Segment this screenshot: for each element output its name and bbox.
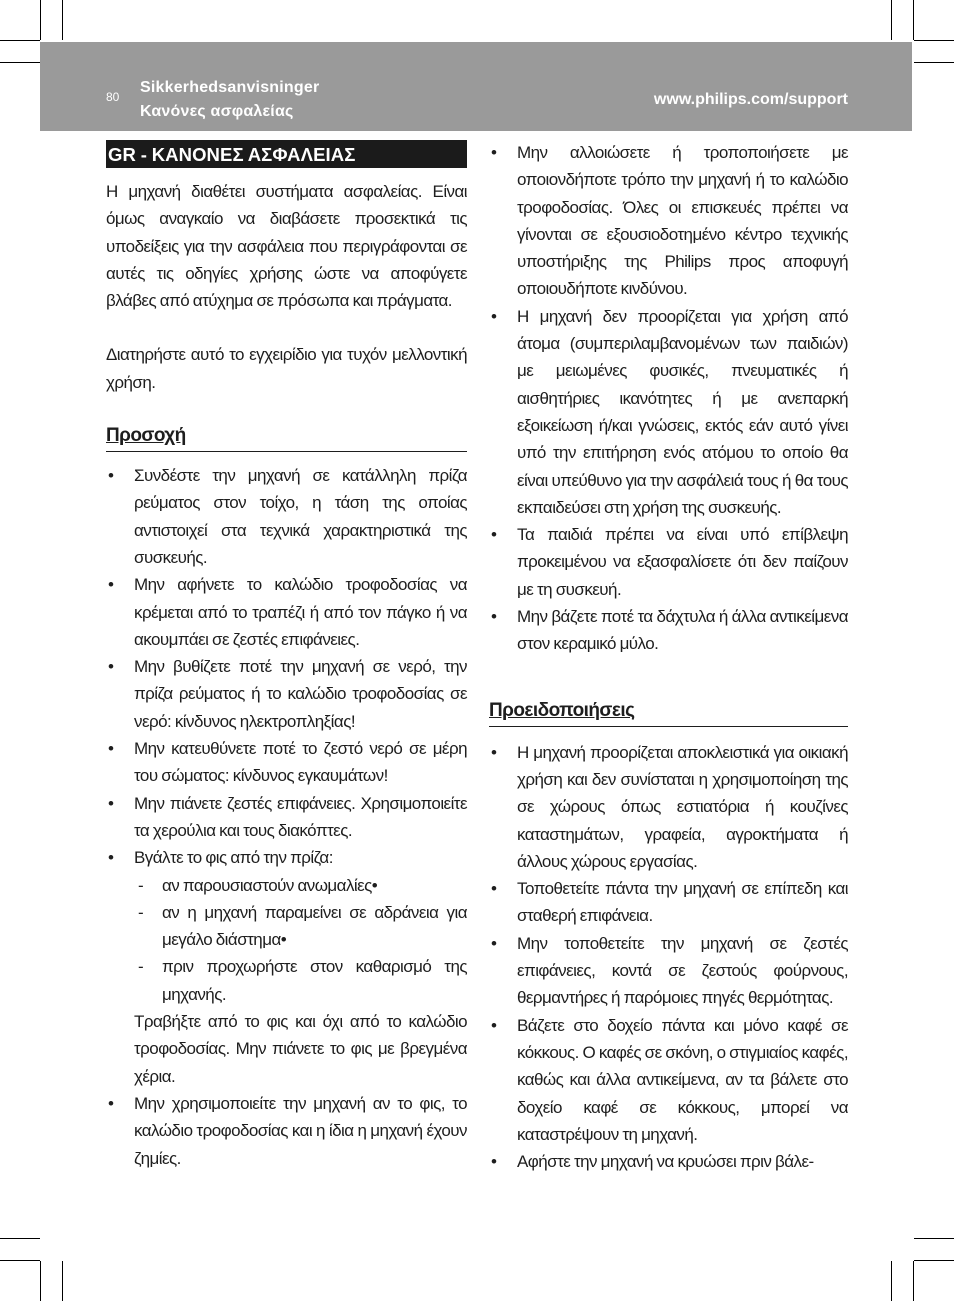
caution-list-continued: [489, 139, 848, 658]
warnings-list: [489, 739, 848, 1176]
warnings-heading: Προειδοποιήσεις: [489, 698, 848, 727]
crop-mark: [914, 40, 954, 41]
crop-mark: [62, 1261, 63, 1301]
list-item: • Μην πιάνετε ζεστές επιφάνειες. Χρησιμοποιείτε τα χερούλια και τους διακόπτες.: [106, 790, 467, 845]
list-item: • Μην κατευθύνετε ποτέ το ζεστό νερό σε μέρη του σώματος: κίνδυνος εγκαυμάτων!: [106, 735, 467, 790]
crop-mark: [40, 0, 41, 40]
right-column: [489, 139, 848, 1175]
crop-mark: [913, 1261, 914, 1301]
unplug-lead: Βγάλτε το φις από την πρίζα:: [134, 848, 333, 868]
unplug-note: Τραβήξτε από το φις και όχι από το καλώδιο τροφοδοσίας. Μην πιάνετε το φις με βρεγμένα χέρια.: [134, 1012, 467, 1086]
crop-mark: [0, 1238, 40, 1239]
list-item: • Η μηχανή δεν προορίζεται για χρήση από άτομα (συμπεριλαμβανομένων των παιδιών) με μειωμένες φυσικές, πνευματικές ή αισθητήριες ικανότητες ή με ανεπαρκή εξοικείωση ή/και γνώσεις, εκτός εάν αυτό γίνει υπό την επιτήρηση ενός ατόμου το οποίο θα είναι υπεύθυνο για την ασφάλειά τους ή θα τους εκπαιδεύσει στη χρήση της συσκευής.: [489, 303, 848, 521]
crop-mark: [0, 40, 40, 41]
header-title-danish: Sikkerhedsanvisninger: [140, 79, 320, 96]
list-item: • Τα παιδιά πρέπει να είναι υπό επίβλεψη προκειμένου να εξασφαλίσετε ότι δεν παίζουν με τη συσκευή.: [489, 521, 848, 603]
list-item: • Συνδέστε την μηχανή σε κατάλληλη πρίζα ρεύματος στον τοίχο, η τάση της οποίας αντιστοιχεί στα τεχνικά χαρακτηριστικά της συσκευής.: [106, 462, 467, 571]
crop-mark: [914, 62, 954, 63]
unplug-sublist: [134, 872, 467, 1008]
list-item: • Μην αλλοιώσετε ή τροποποιήσετε με οποιονδήποτε τρόπο την μηχανή ή το καλώδιο τροφοδοσίας. Όλες οι επισκευές πρέπει να γίνονται σε εξουσιοδοτημένο κέντρο τεχνικής υποστήριξης της Philips προς αποφυγή οποιουδήποτε κινδύνου.: [489, 139, 848, 303]
list-item: • Αφήστε την μηχανή να κρυώσει πριν βάλε-: [489, 1148, 848, 1175]
crop-mark: [914, 1260, 954, 1261]
crop-mark: [62, 0, 63, 40]
header-title-greek: Κανόνες ασφαλείας: [140, 103, 294, 120]
list-item: • Μην αφήνετε το καλώδιο τροφοδοσίας να κρέμεται από το τραπέζι ή από τον πάγκο ή να ακουμπάει σε ζεστές επιφάνειες.: [106, 571, 467, 653]
support-url-link[interactable]: www.philips.com/support: [653, 91, 848, 108]
list-item: • Μην χρησιμοποιείτε την μηχανή αν το φις, το καλώδιο τροφοδοσίας και η ίδια η μηχανή έχουν ζημίες.: [106, 1090, 467, 1172]
crop-mark: [914, 1238, 954, 1239]
left-column: [106, 139, 467, 1172]
sub-list-item: - αν παρουσιαστούν ανωμαλίες•: [134, 872, 467, 899]
list-item: • Μην βυθίζετε ποτέ την μηχανή σε νερό, την πρίζα ρεύματος ή το καλώδιο τροφοδοσίας σε νερό: κίνδυνος ηλεκτροπληξίας!: [106, 653, 467, 735]
crop-mark: [40, 1261, 41, 1301]
sub-list-item: - αν η μηχανή παραμείνει σε αδράνεια για μεγάλο διάστημα•: [134, 899, 467, 954]
list-item: • Τοποθετείτε πάντα την μηχανή σε επίπεδη και σταθερή επιφάνεια.: [489, 875, 848, 930]
list-item: • Μην τοποθετείτε την μηχανή σε ζεστές επιφάνειες, κοντά σε ζεστούς φούρνους, θερμαντήρες ή παρόμοιες πηγές θερμότητας.: [489, 930, 848, 1012]
caution-list: [106, 462, 467, 1172]
list-item: • Η μηχανή προορίζεται αποκλειστικά για οικιακή χρήση και δεν συνίσταται η χρησιμοποίηση της σε χώρους όπως εστιατόρια ή κουζίνες καταστημάτων, γραφεία, αγροκτήματα ή άλλους χώρους εργασίας.: [489, 739, 848, 875]
list-item: • Βάζετε στο δοχείο πάντα και μόνο καφέ σε κόκκους. Ο καφές σε σκόνη, ο στιγμιαίος καφές, καθώς και άλλα αντικείμενα, αν τα βάλετε στο δοχείο καφέ σε κόκκους, μπορεί να καταστρέψουν τη μηχανή.: [489, 1012, 848, 1148]
intro-paragraph: Η μηχανή διαθέτει συστήματα ασφαλείας. Είναι όμως αναγκαίο να διαβάσετε προσεκτικά τις υποδείξεις για την ασφάλεια που περιγράφονται σε αυτές τις οδηγίες χρήσης ώστε να αποφύγετε βλάβες από ατύχημα σε πρόσωπα και πράγματα.: [106, 182, 467, 311]
sub-list-item: - πριν προχωρήστε στον καθαρισμό της μηχανής.: [134, 953, 467, 1008]
intro-paragraph-keep: Διατηρήστε αυτό το εγχειρίδιο για τυχόν μελλοντική χρήση.: [106, 345, 467, 392]
page-number: 80: [106, 90, 120, 104]
crop-mark: [913, 0, 914, 40]
list-item: • Μην βάζετε ποτέ τα δάχτυλα ή άλλα αντικείμενα στον κεραμικό μύλο.: [489, 603, 848, 658]
crop-mark: [0, 62, 40, 63]
list-item: [106, 844, 467, 1090]
crop-mark: [891, 1261, 892, 1301]
section-title: GR - ΚΑΝΟΝΕΣ ΑΣΦΑΛΕΙΑΣ: [106, 140, 467, 168]
caution-heading: Προσοχή: [106, 423, 467, 452]
crop-mark: [891, 0, 892, 40]
crop-mark: [0, 1260, 40, 1261]
